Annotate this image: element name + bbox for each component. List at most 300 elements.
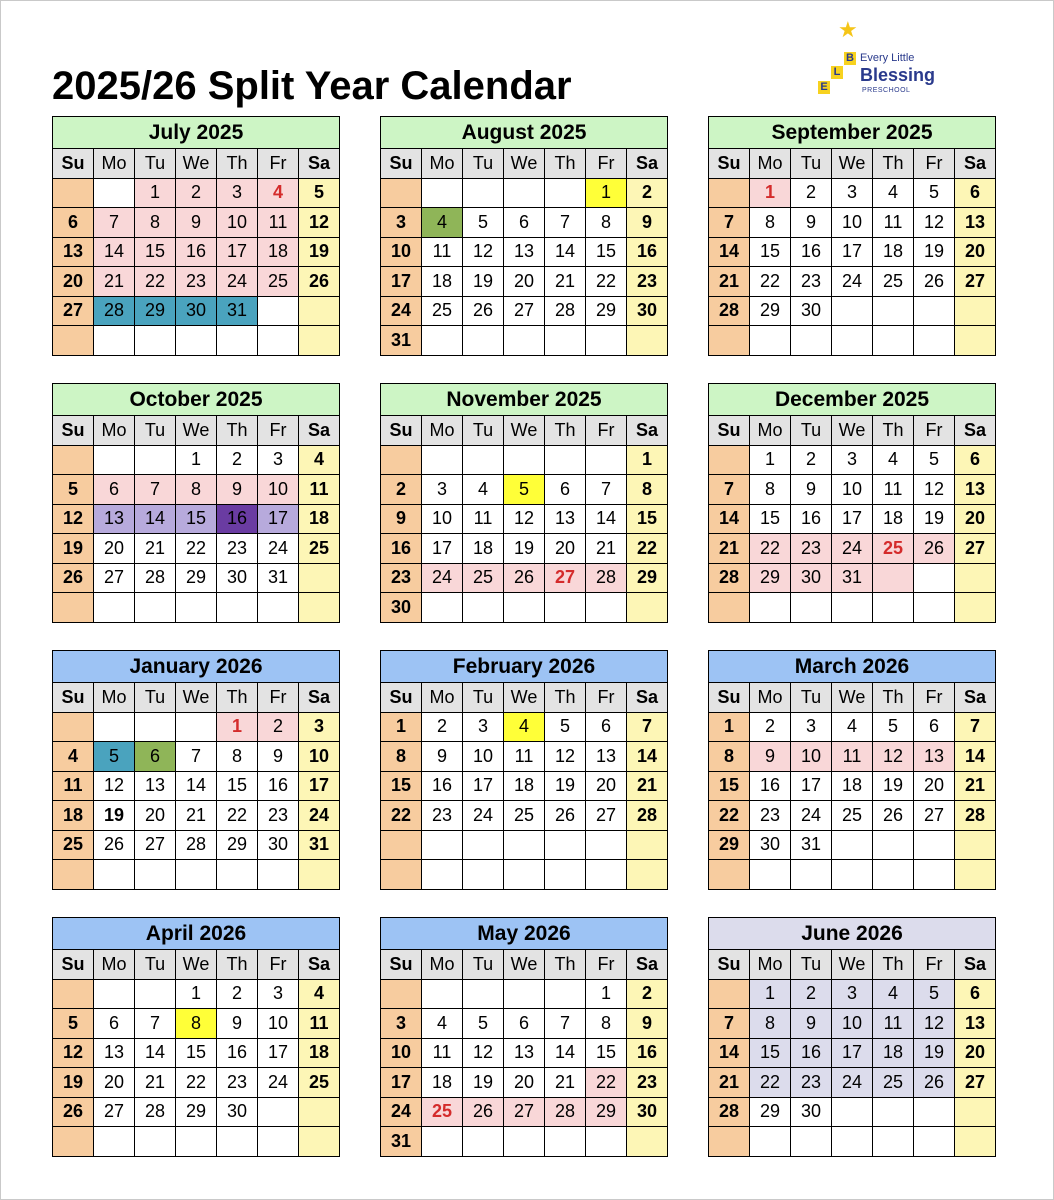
weekday-header: Su [53,149,94,179]
day-cell: 23 [217,1068,258,1098]
day-cell: 28 [709,1097,750,1127]
day-cell: 25 [258,267,299,297]
day-cell: 11 [422,237,463,267]
day-cell: 19 [53,1068,94,1098]
day-cell: 15 [217,771,258,801]
day-cell: 20 [94,534,135,564]
empty-cell [94,979,135,1009]
month-calendar [52,383,340,623]
empty-cell [873,563,914,593]
day-cell: 15 [750,504,791,534]
weekday-header: Mo [750,416,791,446]
empty-cell [709,326,750,356]
day-cell: 19 [53,534,94,564]
weekday-header: Mo [94,683,135,713]
day-cell: 5 [914,445,955,475]
day-cell: 30 [381,593,422,623]
day-cell: 2 [791,445,832,475]
day-cell: 7 [709,208,750,238]
empty-cell [94,860,135,890]
day-cell: 18 [422,267,463,297]
day-cell: 29 [750,1097,791,1127]
day-cell: 29 [586,1097,627,1127]
day-cell: 5 [873,712,914,742]
day-cell: 9 [750,742,791,772]
day-cell: 15 [586,237,627,267]
weekday-header: Su [381,149,422,179]
day-cell: 26 [504,563,545,593]
day-cell: 5 [299,178,340,208]
month-title: December 2025 [709,384,996,416]
month-table [52,116,340,356]
day-cell: 25 [299,534,340,564]
day-cell: 2 [258,712,299,742]
weekday-header: Th [873,149,914,179]
day-cell: 31 [299,830,340,860]
weekday-header: Mo [94,416,135,446]
month-title: May 2026 [381,918,668,950]
day-cell: 27 [914,801,955,831]
day-cell: 24 [381,1097,422,1127]
day-cell: 30 [176,296,217,326]
month-title: September 2025 [709,117,996,149]
weekday-header: Mo [422,416,463,446]
day-cell: 23 [422,801,463,831]
day-cell: 18 [53,801,94,831]
empty-cell [955,830,996,860]
day-cell: 20 [545,534,586,564]
day-cell: 2 [217,445,258,475]
day-cell: 10 [463,742,504,772]
day-cell: 24 [217,267,258,297]
day-cell: 6 [545,475,586,505]
day-cell: 13 [53,237,94,267]
day-cell: 22 [586,1068,627,1098]
day-cell: 11 [463,504,504,534]
empty-cell [381,860,422,890]
month-table [380,383,668,623]
weekday-header: Tu [463,149,504,179]
day-cell: 2 [381,475,422,505]
month-calendar [708,116,996,356]
day-cell: 2 [176,178,217,208]
empty-cell [53,445,94,475]
empty-cell [586,445,627,475]
empty-cell [586,1127,627,1157]
day-cell: 13 [504,1038,545,1068]
day-cell: 11 [258,208,299,238]
weekday-header: We [176,149,217,179]
day-cell: 5 [914,178,955,208]
day-cell: 13 [955,1009,996,1039]
weekday-header: Mo [750,950,791,980]
weekday-header: Tu [463,683,504,713]
day-cell: 4 [832,712,873,742]
empty-cell [750,326,791,356]
day-cell: 7 [955,712,996,742]
weekday-header: Th [217,149,258,179]
weekday-header: Su [53,950,94,980]
day-cell: 21 [955,771,996,801]
day-cell: 16 [217,504,258,534]
weekday-header: Tu [791,149,832,179]
day-cell: 25 [832,801,873,831]
empty-cell [258,860,299,890]
logo-block-b: B [844,52,856,65]
day-cell: 25 [873,534,914,564]
empty-cell [176,712,217,742]
empty-cell [135,860,176,890]
day-cell: 2 [217,979,258,1009]
empty-cell [545,445,586,475]
day-cell: 23 [176,267,217,297]
empty-cell [176,593,217,623]
empty-cell [422,178,463,208]
day-cell: 27 [504,296,545,326]
day-cell: 10 [217,208,258,238]
logo-block-l: L [831,66,843,79]
day-cell: 8 [709,742,750,772]
day-cell: 19 [504,534,545,564]
month-table [380,917,668,1157]
day-cell: 15 [627,504,668,534]
empty-cell [299,860,340,890]
day-cell: 1 [750,445,791,475]
day-cell: 13 [914,742,955,772]
month-table [708,383,996,623]
empty-cell [53,1127,94,1157]
empty-cell [750,593,791,623]
day-cell: 23 [627,1068,668,1098]
day-cell: 11 [504,742,545,772]
day-cell: 5 [914,979,955,1009]
day-cell: 7 [176,742,217,772]
empty-cell [545,979,586,1009]
weekday-header: Tu [135,683,176,713]
empty-cell [299,326,340,356]
day-cell: 13 [135,771,176,801]
month-table [708,650,996,890]
day-cell: 6 [53,208,94,238]
day-cell: 17 [217,237,258,267]
day-cell: 1 [176,979,217,1009]
empty-cell [463,979,504,1009]
empty-cell [135,326,176,356]
empty-cell [955,296,996,326]
empty-cell [955,1127,996,1157]
day-cell: 7 [586,475,627,505]
empty-cell [258,1127,299,1157]
month-title: February 2026 [381,651,668,683]
empty-cell [914,563,955,593]
empty-cell [914,1127,955,1157]
empty-cell [135,1127,176,1157]
star-icon: ★ [838,17,858,42]
empty-cell [53,860,94,890]
empty-cell [299,1097,340,1127]
weekday-header: Fr [258,416,299,446]
day-cell: 5 [53,1009,94,1039]
day-cell: 3 [832,979,873,1009]
day-cell: 24 [422,563,463,593]
weekday-header: Tu [791,950,832,980]
empty-cell [709,445,750,475]
weekday-header: Fr [914,149,955,179]
weekday-header: Sa [955,416,996,446]
weekday-header: We [832,950,873,980]
day-cell: 14 [627,742,668,772]
weekday-header: Mo [750,149,791,179]
weekday-header: Sa [955,683,996,713]
day-cell: 2 [750,712,791,742]
day-cell: 23 [627,267,668,297]
day-cell: 17 [258,504,299,534]
empty-cell [873,593,914,623]
month-calendar [708,917,996,1157]
weekday-header: Th [873,683,914,713]
empty-cell [832,296,873,326]
day-cell: 7 [135,475,176,505]
empty-cell [381,830,422,860]
day-cell: 26 [299,267,340,297]
day-cell: 17 [832,237,873,267]
weekday-header: Su [709,149,750,179]
day-cell: 28 [709,563,750,593]
logo-text-line2: Blessing [860,65,936,85]
empty-cell [832,830,873,860]
empty-cell [586,860,627,890]
weekday-header: Tu [135,416,176,446]
day-cell: 6 [504,208,545,238]
day-cell: 25 [873,267,914,297]
day-cell: 16 [217,1038,258,1068]
empty-cell [709,593,750,623]
empty-cell [873,326,914,356]
day-cell: 22 [750,534,791,564]
day-cell: 27 [955,267,996,297]
day-cell: 22 [176,534,217,564]
day-cell: 7 [135,1009,176,1039]
day-cell: 29 [135,296,176,326]
day-cell: 14 [135,504,176,534]
month-title: June 2026 [709,918,996,950]
day-cell: 8 [586,208,627,238]
day-cell: 6 [914,712,955,742]
day-cell: 24 [258,1068,299,1098]
day-cell: 10 [422,504,463,534]
empty-cell [258,326,299,356]
day-cell: 1 [176,445,217,475]
day-cell: 14 [709,237,750,267]
day-cell: 4 [463,475,504,505]
day-cell: 23 [791,1068,832,1098]
day-cell: 14 [94,237,135,267]
day-cell: 5 [463,208,504,238]
day-cell: 15 [176,1038,217,1068]
weekday-header: Mo [94,149,135,179]
day-cell: 20 [586,771,627,801]
empty-cell [504,860,545,890]
empty-cell [832,326,873,356]
day-cell: 27 [53,296,94,326]
day-cell: 26 [94,830,135,860]
empty-cell [955,1097,996,1127]
day-cell: 20 [955,237,996,267]
empty-cell [463,326,504,356]
day-cell: 4 [422,1009,463,1039]
weekday-header: Fr [914,950,955,980]
weekday-header: Su [381,950,422,980]
weekday-header: Sa [955,149,996,179]
day-cell: 21 [545,267,586,297]
empty-cell [914,860,955,890]
empty-cell [873,296,914,326]
day-cell: 21 [94,267,135,297]
day-cell: 24 [299,801,340,831]
day-cell: 20 [504,1068,545,1098]
day-cell: 18 [873,1038,914,1068]
day-cell: 9 [217,475,258,505]
day-cell: 26 [53,563,94,593]
day-cell: 24 [832,534,873,564]
day-cell: 13 [504,237,545,267]
day-cell: 18 [832,771,873,801]
day-cell: 7 [545,208,586,238]
empty-cell [217,1127,258,1157]
day-cell: 11 [299,1009,340,1039]
day-cell: 1 [627,445,668,475]
empty-cell [709,178,750,208]
weekday-header: Sa [299,149,340,179]
empty-cell [914,296,955,326]
day-cell: 30 [627,296,668,326]
day-cell: 3 [381,1009,422,1039]
empty-cell [53,593,94,623]
day-cell: 1 [750,979,791,1009]
day-cell: 29 [709,830,750,860]
weekday-header: Sa [627,950,668,980]
weekday-header: Th [873,950,914,980]
day-cell: 5 [545,712,586,742]
day-cell: 10 [791,742,832,772]
empty-cell [791,326,832,356]
day-cell: 8 [750,208,791,238]
month-calendar [52,917,340,1157]
day-cell: 28 [709,296,750,326]
weekday-header: We [504,683,545,713]
day-cell: 22 [586,267,627,297]
day-cell: 3 [463,712,504,742]
day-cell: 15 [586,1038,627,1068]
day-cell: 18 [463,534,504,564]
day-cell: 22 [176,1068,217,1098]
day-cell: 17 [381,1068,422,1098]
day-cell: 13 [955,475,996,505]
day-cell: 11 [873,1009,914,1039]
day-cell: 31 [217,296,258,326]
day-cell: 11 [832,742,873,772]
day-cell: 12 [53,504,94,534]
day-cell: 28 [94,296,135,326]
month-calendar [708,383,996,623]
day-cell: 13 [545,504,586,534]
day-cell: 4 [422,208,463,238]
day-cell: 28 [955,801,996,831]
day-cell: 26 [545,801,586,831]
day-cell: 31 [381,1127,422,1157]
day-cell: 5 [53,475,94,505]
weekday-header: Tu [463,416,504,446]
day-cell: 2 [627,979,668,1009]
day-cell: 15 [176,504,217,534]
empty-cell [176,1127,217,1157]
day-cell: 26 [53,1097,94,1127]
empty-cell [53,979,94,1009]
empty-cell [217,593,258,623]
day-cell: 20 [955,1038,996,1068]
weekday-header: Tu [791,683,832,713]
empty-cell [873,830,914,860]
logo [818,18,938,102]
day-cell: 19 [914,504,955,534]
day-cell: 25 [504,801,545,831]
empty-cell [299,593,340,623]
day-cell: 23 [750,801,791,831]
day-cell: 8 [176,475,217,505]
weekday-header: Th [217,950,258,980]
day-cell: 10 [299,742,340,772]
empty-cell [504,593,545,623]
weekday-header: Fr [586,416,627,446]
day-cell: 27 [135,830,176,860]
day-cell: 1 [217,712,258,742]
logo-text-line3: PRESCHOOL [862,87,911,94]
month-table [708,116,996,356]
day-cell: 10 [832,208,873,238]
day-cell: 30 [791,563,832,593]
day-cell: 23 [217,534,258,564]
day-cell: 1 [709,712,750,742]
empty-cell [217,860,258,890]
empty-cell [914,593,955,623]
empty-cell [135,445,176,475]
day-cell: 24 [832,267,873,297]
day-cell: 10 [258,475,299,505]
day-cell: 24 [791,801,832,831]
day-cell: 27 [94,563,135,593]
day-cell: 24 [258,534,299,564]
day-cell: 28 [545,296,586,326]
empty-cell [873,1097,914,1127]
day-cell: 24 [381,296,422,326]
day-cell: 27 [504,1097,545,1127]
day-cell: 28 [545,1097,586,1127]
day-cell: 14 [545,1038,586,1068]
day-cell: 29 [750,296,791,326]
empty-cell [504,830,545,860]
empty-cell [422,445,463,475]
day-cell: 15 [750,237,791,267]
empty-cell [504,326,545,356]
month-title: January 2026 [53,651,340,683]
day-cell: 19 [299,237,340,267]
day-cell: 12 [53,1038,94,1068]
weekday-header: Sa [627,416,668,446]
empty-cell [299,563,340,593]
day-cell: 26 [914,534,955,564]
day-cell: 27 [955,1068,996,1098]
month-title: October 2025 [53,384,340,416]
